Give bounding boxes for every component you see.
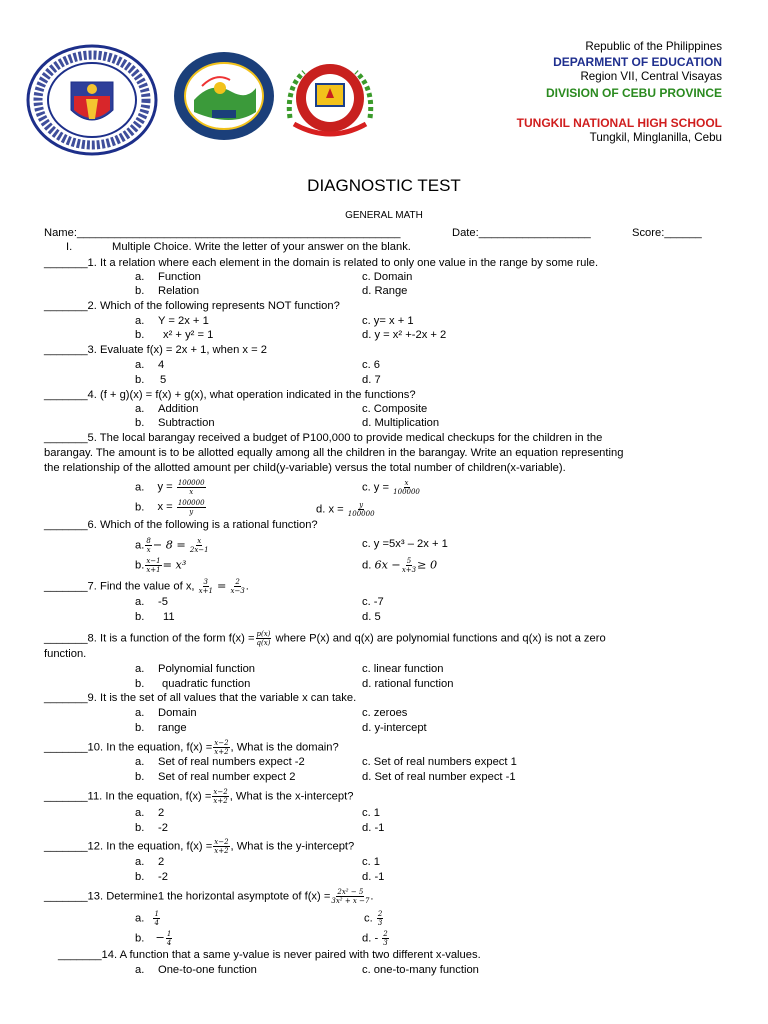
question-2: _______2. Which of the following represents NOT function? (44, 300, 340, 312)
choice-b (135, 499, 207, 516)
question-text: _______8. It is a function of the form f(x) = (44, 632, 255, 645)
question-text: _______7. Find the value of x, (44, 580, 195, 593)
denominator: x (189, 488, 194, 496)
numerator: 100000 (177, 479, 205, 487)
choice-text: d. Set of real number expect -1 (362, 771, 516, 783)
choice-text: d. Multiplication (362, 417, 440, 429)
numerator: p(x) (256, 630, 271, 638)
choice-text: c. -7 (362, 596, 384, 608)
numerator: y (359, 501, 364, 509)
fraction (212, 788, 228, 805)
fraction (145, 537, 151, 554)
page-title: DIAGNOSTIC TEST (307, 176, 461, 195)
choice-text: Y = 2x + 1 (158, 315, 209, 327)
fraction (145, 557, 161, 574)
choice-text: d. y-intercept (362, 722, 427, 734)
choice-text: d. -1 (362, 871, 385, 883)
choice-letter: b. (135, 501, 145, 514)
choice-text: Function (158, 271, 201, 283)
fraction (348, 501, 375, 518)
date-field[interactable]: Date:__________________ (452, 227, 591, 239)
choice-text: d. Range (362, 285, 408, 297)
choice-letter: a. (135, 481, 145, 494)
choice-d (316, 501, 376, 518)
choice-a (135, 537, 210, 554)
denominator: 100000 (393, 488, 420, 496)
division-seal (172, 50, 276, 142)
denominator: x+1 (198, 587, 213, 595)
question-12 (44, 838, 354, 855)
choice-letter: b. (135, 822, 145, 834)
choice-c (364, 910, 384, 927)
choice-text: range (158, 722, 187, 734)
question-8 (44, 630, 606, 647)
header-department: DEPARMENT OF EDUCATION (553, 55, 722, 69)
choice-text: c. 6 (362, 359, 381, 371)
denominator: x+2 (213, 797, 228, 805)
denominator: 3 (383, 939, 388, 947)
choice-text: Subtraction (158, 417, 215, 429)
question-6: _______6. Which of the following is a rational function? (44, 519, 318, 531)
choice-text: 11 (163, 611, 175, 623)
numerator: x−2 (213, 788, 228, 796)
choice-text: 5 (160, 374, 167, 386)
header-division: DIVISION OF CEBU PROVINCE (545, 86, 722, 100)
choice-text: c. Domain (362, 271, 413, 283)
choice-b (135, 557, 186, 574)
question-1: _______1. It a relation where each element in the domain is related to only one value in the range by some rule. (44, 257, 599, 269)
choice-text: 2 (158, 807, 165, 819)
choice-c (362, 479, 421, 496)
numerator: 1 (166, 930, 172, 938)
deped-seal (26, 44, 159, 156)
choice-letter: b. (135, 374, 145, 386)
choice-letter: a. (135, 707, 145, 719)
denominator: x (146, 546, 151, 554)
fraction (213, 739, 229, 756)
denominator: x+3 (401, 566, 417, 574)
numerator: 2x² − 5 (337, 888, 364, 896)
choice-letter: b. (135, 678, 145, 690)
numerator: 2 (383, 930, 388, 938)
choice-letter: a. (135, 539, 145, 552)
choice-letter: b. (135, 871, 145, 883)
choice-text: c. y= x + 1 (362, 315, 414, 327)
choice-letter: b. (135, 559, 145, 572)
denominator: x+2 (214, 748, 229, 756)
choice-letter: c. (364, 912, 373, 925)
choice-letter: a. (135, 912, 145, 925)
numerator: x−1 (146, 557, 161, 565)
question-7 (44, 578, 249, 595)
choice-letter: b. (135, 932, 145, 945)
question-text: where P(x) and q(x) are polynomial functions and q(x) is not a zero (275, 632, 606, 645)
denominator: x+1 (146, 566, 161, 574)
choice-letter: a. (135, 271, 145, 283)
choice-text: x² + y² = 1 (163, 329, 214, 341)
numerator: x−2 (214, 838, 229, 846)
question-text: _______13. Determine1 the horizontal asymptote of f(x) = (44, 890, 331, 903)
numerator: 2 (377, 910, 383, 918)
choice-letter: a. (135, 756, 145, 768)
fraction (199, 578, 213, 595)
subject-title: GENERAL MATH (345, 210, 423, 221)
question-9: _______9. It is the set of all values that the variable x can take. (44, 692, 357, 704)
question-text: , What is the domain? (230, 741, 339, 754)
choice-letter: b. (135, 722, 145, 734)
choice-text: -5 (158, 596, 168, 608)
choice-text: c. one-to-many function (362, 964, 479, 976)
choice-text: d. - (362, 932, 379, 945)
choice-text: d. 7 (362, 374, 381, 386)
numerator: 100000 (177, 499, 205, 507)
choice-text: d. -1 (362, 822, 385, 834)
choice-text: c. Composite (362, 403, 428, 415)
numerator: 8 (146, 537, 151, 545)
denominator: x+2 (214, 847, 229, 855)
question-13 (44, 888, 374, 905)
denominator: 4 (154, 919, 159, 927)
math-text: = x³ (162, 558, 187, 572)
denominator: q(x) (256, 639, 271, 647)
section-number: I. (66, 241, 73, 253)
question-text: _______12. In the equation, f(x) = (44, 840, 213, 853)
math-text: − (155, 931, 165, 945)
fraction (177, 479, 206, 496)
choice-b (135, 930, 173, 947)
choice-text: Set of real number expect 2 (158, 771, 296, 783)
choice-text: 2 (158, 856, 165, 868)
choice-text: Addition (158, 403, 199, 415)
choice-text: quadratic function (162, 678, 251, 690)
fraction (393, 479, 420, 496)
fraction (256, 630, 272, 647)
denominator: x−3 (230, 587, 245, 595)
question-text: _______11. In the equation, f(x) = (44, 790, 212, 803)
choice-text: c. 1 (362, 807, 381, 819)
equation-lhs: x = (157, 501, 173, 514)
choice-text: Domain (158, 707, 197, 719)
choice-letter: a. (135, 856, 145, 868)
choice-text: Set of real numbers expect -2 (158, 756, 305, 768)
choice-text: c. y = (362, 481, 390, 494)
equation-lhs: y = (157, 481, 173, 494)
choice-text: c. zeroes (362, 707, 408, 719)
choice-text: d. x = (316, 503, 344, 516)
header-republic: Republic of the Philippines (585, 40, 722, 53)
fraction (177, 499, 206, 516)
choice-text: c. linear function (362, 663, 444, 675)
fraction (377, 910, 383, 927)
choice-letter: b. (135, 329, 145, 341)
numerator: 1 (154, 910, 159, 918)
choice-letter: d. (362, 559, 372, 572)
choice-text: c. Set of real numbers expect 1 (362, 756, 517, 768)
math-text: − 8 = (152, 538, 186, 552)
punctuation: . (370, 890, 374, 903)
numerator: 2 (235, 578, 240, 586)
fraction (166, 930, 172, 947)
denominator: 4 (166, 939, 172, 947)
math-text: 6x − (374, 558, 401, 572)
numerator: x (197, 537, 202, 545)
denominator: 100000 (347, 510, 375, 518)
choice-letter: a. (135, 359, 145, 371)
math-text: ≥ 0 (417, 558, 438, 572)
denominator: 3 (377, 919, 383, 927)
question-4: _______4. (f + g)(x) = f(x) + g(x), what operation indicated in the functions? (44, 389, 416, 401)
numerator: 5 (406, 557, 412, 565)
question-5: _______5. The local barangay received a budget of P100,000 to provide medical checkups for the children in the (44, 432, 603, 444)
header-school: TUNGKIL NATIONAL HIGH SCHOOL (516, 116, 722, 130)
choice-letter: a. (135, 403, 145, 415)
choice-letter: b. (135, 417, 145, 429)
choice-text: -2 (158, 822, 168, 834)
choice-text: c. y =5x³ – 2x + 1 (362, 538, 448, 550)
question-3: _______3. Evaluate f(x) = 2x + 1, when x = 2 (44, 344, 267, 356)
denominator: y (189, 508, 194, 516)
choice-text: 4 (158, 359, 165, 371)
choice-text: -2 (158, 871, 168, 883)
numerator: 3 (203, 578, 209, 586)
score-field[interactable]: Score:______ (632, 227, 702, 239)
choice-text: d. rational function (362, 678, 454, 690)
fraction (231, 578, 245, 595)
choice-letter: a. (135, 807, 145, 819)
choice-d (362, 557, 437, 574)
fraction (190, 537, 209, 554)
fraction (402, 557, 416, 574)
school-seal (284, 58, 376, 144)
denominator: 2x−1 (189, 546, 209, 554)
section-instructions: Multiple Choice. Write the letter of your answer on the blank. (112, 241, 411, 253)
punctuation: . (245, 580, 249, 593)
question-14: _______14. A function that a same y-value is never paired with two different x-values. (58, 949, 481, 961)
question-5-line-2: barangay. The amount is to be allotted equally among all the children in the barangay. Write an equation representing (44, 447, 624, 459)
header-region: Region VII, Central Visayas (580, 70, 722, 83)
choice-d (362, 930, 390, 947)
question-10 (44, 739, 339, 756)
numerator: x−2 (214, 739, 229, 747)
choice-letter: a. (135, 596, 145, 608)
denominator: 3x² + x −7 (331, 897, 370, 905)
choice-text: d. 5 (362, 611, 381, 623)
choice-letter: b. (135, 611, 145, 623)
question-5-line-3: the relationship of the allotted amount per child(y-variable) versus the total number of children(x-variable). (44, 462, 566, 474)
name-field[interactable]: Name:____________________________________________________ (44, 227, 401, 239)
choice-letter: a. (135, 964, 145, 976)
choice-letter: b. (135, 771, 145, 783)
question-11 (44, 788, 353, 805)
choice-text: Relation (158, 285, 200, 297)
choice-letter: a. (135, 315, 145, 327)
fraction (153, 910, 159, 927)
choice-letter: b. (135, 285, 145, 297)
choice-text: One-to-one function (158, 964, 257, 976)
choice-a (135, 910, 161, 927)
choice-a (135, 479, 207, 496)
fraction (213, 838, 229, 855)
choice-letter: a. (135, 663, 145, 675)
header-address: Tungkil, Minglanilla, Cebu (589, 131, 722, 144)
question-8-line-2: function. (44, 648, 87, 660)
choice-text: d. y = x² +-2x + 2 (362, 329, 447, 341)
question-text: , What is the y-intercept? (230, 840, 355, 853)
numerator: x (404, 479, 409, 487)
fraction (331, 888, 369, 905)
fraction (382, 930, 388, 947)
choice-text: c. 1 (362, 856, 381, 868)
math-text: = (217, 579, 227, 593)
question-text: _______10. In the equation, f(x) = (44, 741, 213, 754)
choice-text: Polynomial function (158, 663, 256, 675)
question-text: , What is the x-intercept? (229, 790, 354, 803)
